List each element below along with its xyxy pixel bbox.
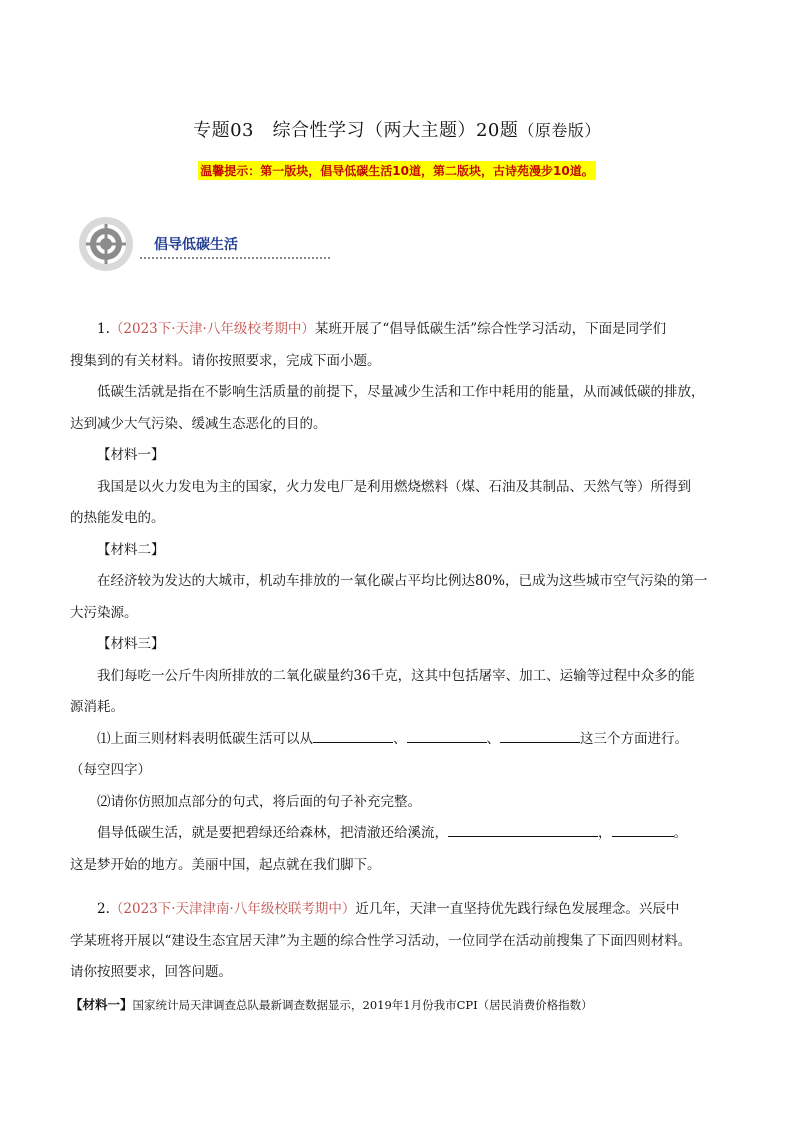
material-2-line-1: 在经济较为发达的大城市，机动车排放的一氧化碳占平均比例达80%，已成为这些城市空气污染的第一 [97,573,708,589]
material-3-label: 【材料三】 [97,636,165,652]
imitation-sentence [70,818,726,850]
title-variant: （原卷版） [518,121,601,140]
subquestion-2: ⑵请你仿照加点部分的句式，将后面的句子补充完整。 [97,793,421,810]
q2-intro-line-3: 请你按照要求，回答问题。 [70,964,232,980]
q1-intro-line-2: 搜集到的有关材料。请你按照要求，完成下面小题。 [70,352,381,369]
material-1-line-2: 的热能发电的。 [70,510,165,526]
subquestion-1-note: （每空四字） [70,762,151,778]
question-2 [70,894,726,1021]
answer-blank-3[interactable] [500,728,580,743]
answer-blank-5[interactable] [612,822,674,837]
q2-number: 2. [97,901,110,917]
subquestion-1 [70,724,726,756]
material-3-line-2: 源消耗。 [70,699,124,715]
material-1-line-1: 我国是以火力发电为主的国家，火力发电厂是利用燃烧燃料（煤、石油及其制品、天然气等）所得到 [97,478,691,495]
q2-material-1 [70,989,726,1022]
section-header [78,216,278,272]
q1-source: （2023下·天津·八年级校考期中） [109,321,315,337]
material-1-label: 【材料一】 [97,447,165,463]
imitation-sentence-text: 倡导低碳生活，就是要把碧绿还给森林，把清澈还给溪流， [97,825,448,841]
q2-intro-line-1: 近几年，天津一直坚持优先践行绿色发展理念。兴辰中 [355,901,680,917]
answer-blank-4[interactable] [448,822,598,837]
answer-blank-2[interactable] [407,728,487,743]
target-icon [78,216,134,272]
tip-banner: 温馨提示：第一版块，倡导低碳生活10道，第二版块，古诗苑漫步10道。 [198,161,595,180]
document-title [0,116,794,142]
blank-separator-1: 、 [393,730,407,747]
blank-separator-2: 、 [486,730,500,747]
tip-wrapper [0,160,794,180]
q2-material-1-label: 【材料一】 [70,996,133,1012]
subquestion-1-end: 这三个方面进行。 [580,730,688,747]
section-title: 倡导低碳生活 [154,237,238,253]
material-3-line-1: 我们每吃一公斤牛肉所排放的二氧化碳量约36千克，这其中包括屠宰、加工、运输等过程中众多的能 [97,667,695,684]
subquestion-1-text: ⑴上面三则材料表明低碳生活可以从 [97,730,313,747]
answer-blank-1[interactable] [313,728,393,743]
material-2-label: 【材料二】 [97,541,165,558]
section-underline [140,257,330,259]
material-2-line-2: 大污染源。 [70,604,138,621]
title-main: 专题03 综合性学习（两大主题）20题 [193,120,519,141]
q2-source: （2023下·天津津南·八年级校联考期中） [109,901,356,917]
q1-definition-line-2: 达到减少大气污染、缓减生态恶化的目的。 [70,415,327,432]
imitation-period: 。 [673,825,687,841]
q2-material-1-text: 国家统计局天津调查总队最新调查数据显示，2019年1月份我市CPI（居民消费价格指数） [132,997,593,1012]
q2-intro-line-2: 学某班将开展以“建设生态宜居天津”为主题的综合性学习活动，一位同学在活动前搜集了下面四则材料。 [70,932,692,949]
q1-intro [70,314,726,346]
question-1 [70,314,726,881]
imitation-comma: ， [598,825,612,841]
q1-intro-line-1: 某班开展了“倡导低碳生活”综合性学习活动，下面是同学们 [314,321,667,337]
q1-number: 1. [97,321,110,337]
q1-definition-line-1: 低碳生活就是指在不影响生活质量的前提下，尽量减少生活和工作中耗用的能量，从而减低碳的排放， [97,384,705,400]
imitation-sentence-line-2: 这是梦开始的地方。美丽中国，起点就在我们脚下。 [70,856,381,873]
q2-intro [70,894,726,926]
